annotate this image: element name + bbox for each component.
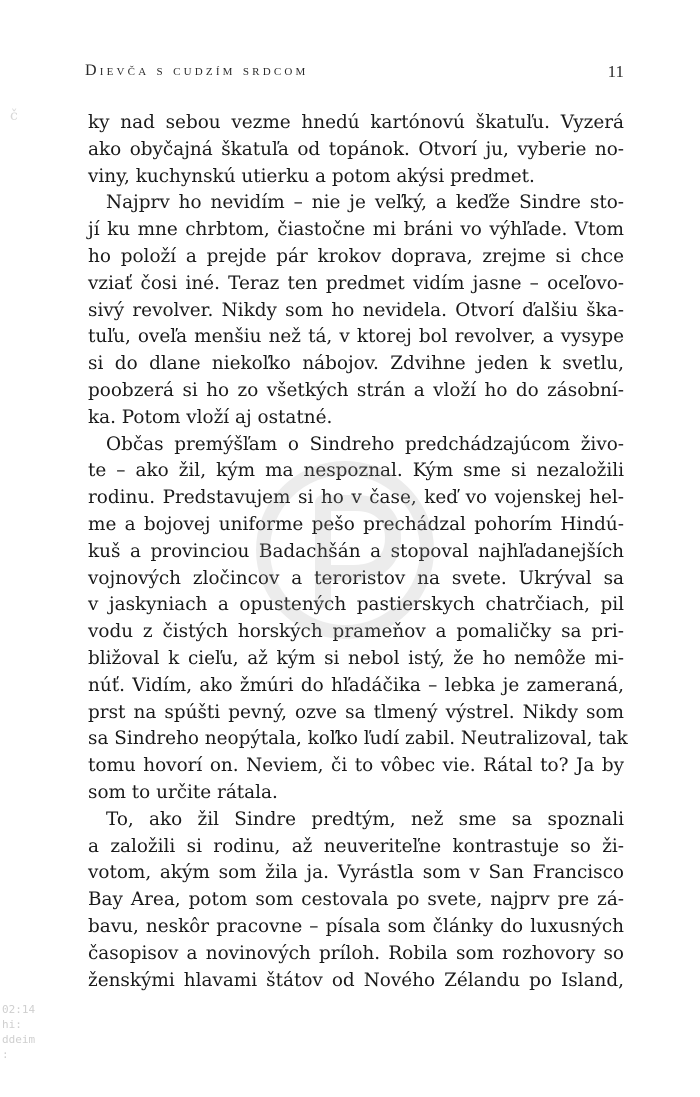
text-line: časopisov a novinových príloh. Robila som rozhovory so: [88, 942, 624, 964]
text-line: Najprv ho nevidím – nie je veľký, a keďže Sindre sto-: [106, 192, 624, 214]
text-line: v jaskyniach a opustených pastierskych chatrčiach, pil: [88, 594, 624, 616]
text-line: ka. Potom vloží aj ostatné.: [88, 406, 333, 428]
text-line: Občas premýšľam o Sindreho predchádzajúcom živo-: [106, 433, 624, 455]
page-number: 11: [607, 62, 624, 81]
text-line: vziať čosi iné. Teraz ten predmet vidím jasne – oceľovo-: [88, 272, 624, 294]
text-line: Bay Area, potom som cestovala po svete, najprv pre zá-: [88, 889, 624, 911]
margin-artifact-stamp: 02:14 hi: ddeim :: [2, 1003, 36, 1061]
text-line: sivý revolver. Nikdy som ho nevidela. Otvorí ďalšiu ška-: [88, 299, 624, 321]
text-line: kuš a provinciou Badachšán a stopoval najhľadanejších: [88, 540, 624, 562]
text-line: si do dlane niekoľko nábojov. Zdvihne jeden k svetlu,: [88, 353, 624, 375]
text-line: rodinu. Predstavujem si ho v čase, keď vo vojenskej hel-: [88, 487, 624, 509]
running-header-title: Dievča s cudzím srdcom: [85, 62, 309, 79]
text-line: me a bojovej uniforme pešo prechádzal pohorím Hindú-: [88, 513, 624, 535]
text-line: te – ako žil, kým ma nespoznal. Kým sme si nezaložili: [88, 460, 624, 482]
text-line: viny, kuchynskú utierku a potom akýsi predmet.: [88, 165, 535, 187]
text-line: votom, akým som žila ja. Vyrástla som v San Francisco: [88, 862, 624, 884]
text-line: vojnových zločincov a teroristov na svete. Ukrýval sa: [88, 567, 624, 589]
text-line: vodu z čistých horských prameňov a pomaličky sa pri-: [88, 621, 624, 643]
text-line: prst na spúšti pevný, ozve sa tlmený výstrel. Nikdy som: [88, 701, 624, 723]
text-line: ženskými hlavami štátov od Nového Zélandu po Island,: [88, 969, 624, 991]
body-text: [88, 110, 628, 994]
margin-artifact-mark: č: [10, 108, 18, 124]
text-line: sa Sindreho neopýtala, koľko ľudí zabil. Neutralizoval, tak: [88, 728, 628, 750]
text-line: núť. Vidím, ako žmúri do hľadáčika – lebka je zameraná,: [88, 674, 624, 696]
text-line: bližoval k cieľu, až kým si nebol istý, že ho nemôže mi-: [88, 647, 624, 669]
text-line: ky nad sebou vezme hnedú kartónovú škatuľu. Vyzerá: [88, 112, 624, 133]
text-line: To, ako žil Sindre predtým, než sme sa spoznali: [106, 808, 624, 830]
text-line: poobzerá si ho zo všetkých strán a vloží ho do zásobní-: [88, 379, 624, 401]
text-line: tomu hovorí on. Neviem, či to vôbec vie. Rátal to? Ja by: [88, 755, 624, 777]
text-line: a založili si rodinu, až neuveriteľne kontrastuje so ži-: [88, 835, 624, 857]
text-line: ako obyčajná škatuľa od topánok. Otvorí ju, vyberie no-: [88, 138, 624, 160]
text-line: jí ku mne chrbtom, čiastočne mi bráni vo výhľade. Vtom: [88, 219, 624, 241]
text-line: som to určite rátala.: [88, 781, 278, 803]
text-line: ho položí a prejde pár krokov doprava, zrejme si chce: [88, 245, 624, 267]
text-line: tuľu, oveľa menšiu než tá, v ktorej bol revolver, a vysype: [88, 326, 624, 348]
text-line: bavu, neskôr pracovne – písala som články do luxusných: [88, 915, 624, 937]
